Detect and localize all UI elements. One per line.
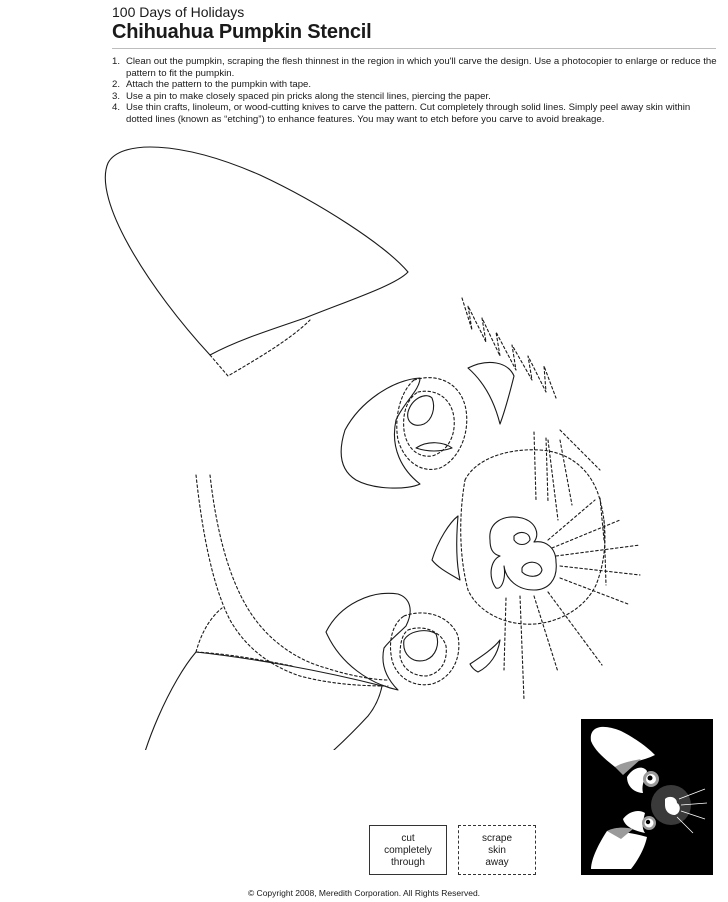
neck-etch	[210, 475, 388, 680]
instruction-text: Attach the pattern to the pumpkin with tape.	[126, 79, 312, 91]
copyright-notice: © Copyright 2008, Meredith Corporation. All Rights Reserved.	[247, 888, 481, 898]
title-rule	[112, 48, 716, 49]
legend-cut-box	[369, 825, 447, 875]
instruction-number: 3.	[112, 90, 121, 102]
instruction-text: Use thin crafts, linoleum, or wood-cutting knives to carve the pattern. Cut completely through solid lines. Simply peel away skin within dotted lines (known as “etching”) to enhance features. You may want to etch before you carve to avoid breakage.	[126, 102, 691, 125]
instruction-number: 2.	[112, 79, 121, 91]
chin-accent	[470, 640, 500, 672]
muzzle-ridge	[534, 432, 606, 585]
chihuahua-stencil-drawing	[0, 130, 728, 750]
left-eye-inner-ring	[400, 628, 446, 676]
right-eye-outer-ring	[397, 378, 467, 470]
instruction-list	[112, 56, 718, 126]
page-kicker: 100 Days of Holidays	[112, 4, 245, 20]
instruction-number: 1.	[112, 56, 121, 67]
legend-cut-line: through	[391, 857, 425, 868]
nostril-left	[514, 533, 530, 545]
upper-ear-outline	[105, 147, 408, 355]
right-eye-inner-ring	[404, 391, 455, 456]
page-title: Chihuahua Pumpkin Stencil	[112, 21, 372, 43]
jaw-etch	[196, 475, 388, 686]
instruction-item	[112, 102, 718, 125]
lower-ear-outline	[133, 652, 382, 750]
carved-pumpkin-preview	[581, 719, 713, 875]
instruction-item	[112, 91, 718, 103]
nostril-right	[522, 562, 542, 576]
nose-outline	[490, 517, 556, 590]
legend-scrape-line: away	[485, 857, 509, 868]
left-eye-pupil	[404, 631, 438, 661]
instruction-item	[112, 79, 718, 91]
legend-cut-line: completely	[384, 845, 432, 856]
instruction-text: Use a pin to make closely spaced pin pricks along the stencil lines, piercing the paper.	[126, 90, 491, 102]
instruction-item	[112, 56, 718, 79]
right-brow	[468, 362, 514, 424]
legend-scrape-line: skin	[488, 845, 506, 856]
forehead-tuft	[462, 298, 556, 398]
legend-scrape-box	[458, 825, 536, 875]
right-eye-socket	[341, 378, 420, 488]
instruction-text: Clean out the pumpkin, scraping the flesh thinnest in the region in which you'll carve the design. Use a photocopier to enlarge or reduce the pattern to fit the pumpkin.	[126, 56, 717, 79]
instruction-number: 4.	[112, 102, 121, 114]
right-eye-pupil	[408, 396, 434, 426]
muzzle-etch	[461, 450, 605, 624]
legend-cut-line: cut	[401, 833, 415, 844]
left-eye-outer-ring	[391, 613, 459, 685]
legend-scrape-line: scrape	[481, 833, 512, 844]
lower-ear-inner-etch	[196, 608, 292, 666]
cheek-accent	[432, 516, 460, 580]
